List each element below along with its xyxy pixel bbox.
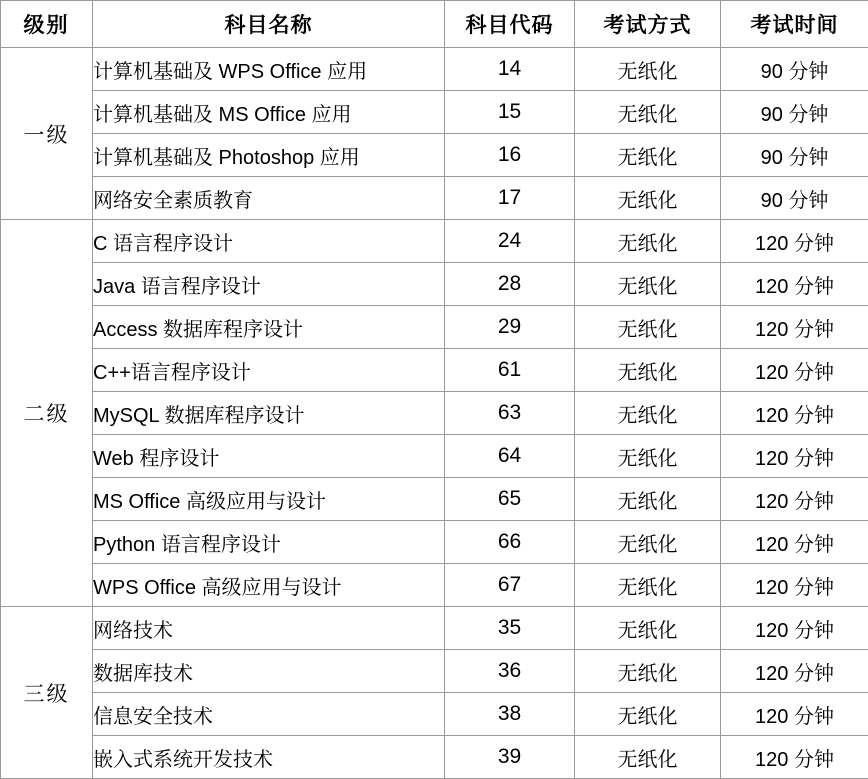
cell-name: Python 语言程序设计 [93,521,445,564]
cell-code: 36 [445,650,575,693]
cell-code: 24 [445,220,575,263]
cell-mode: 无纸化 [575,564,721,607]
cell-mode: 无纸化 [575,349,721,392]
cell-name: MS Office 高级应用与设计 [93,478,445,521]
cell-time: 90 分钟 [721,177,868,220]
cell-code: 16 [445,134,575,177]
cell-code: 28 [445,263,575,306]
cell-code: 14 [445,48,575,91]
column-header-time: 考试时间 [721,1,868,48]
cell-name: Access 数据库程序设计 [93,306,445,349]
cell-mode: 无纸化 [575,220,721,263]
table-row [1,306,868,349]
table-row [1,650,868,693]
cell-mode: 无纸化 [575,177,721,220]
cell-time: 120 分钟 [721,349,868,392]
cell-code: 35 [445,607,575,650]
cell-name: Web 程序设计 [93,435,445,478]
column-header-mode: 考试方式 [575,1,721,48]
cell-mode: 无纸化 [575,263,721,306]
cell-time: 120 分钟 [721,564,868,607]
column-header-subject: 科目名称 [93,1,445,48]
cell-time: 120 分钟 [721,306,868,349]
table-row [1,220,868,263]
cell-name: WPS Office 高级应用与设计 [93,564,445,607]
table-row [1,134,868,177]
cell-code: 63 [445,392,575,435]
cell-name: C 语言程序设计 [93,220,445,263]
cell-time: 90 分钟 [721,91,868,134]
cell-code: 17 [445,177,575,220]
cell-level: 三级 [1,607,93,779]
table-row [1,435,868,478]
cell-name: 嵌入式系统开发技术 [93,736,445,779]
cell-mode: 无纸化 [575,91,721,134]
cell-mode: 无纸化 [575,306,721,349]
cell-name: Java 语言程序设计 [93,263,445,306]
cell-time: 120 分钟 [721,521,868,564]
cell-level: 二级 [1,220,93,607]
cell-time: 90 分钟 [721,134,868,177]
cell-name: 计算机基础及 Photoshop 应用 [93,134,445,177]
cell-name: C++语言程序设计 [93,349,445,392]
cell-time: 120 分钟 [721,607,868,650]
column-header-level: 级别 [1,1,93,48]
cell-mode: 无纸化 [575,48,721,91]
table-row [1,177,868,220]
table-body [1,48,868,779]
cell-mode: 无纸化 [575,607,721,650]
cell-name: 网络技术 [93,607,445,650]
cell-mode: 无纸化 [575,392,721,435]
table-row [1,91,868,134]
cell-code: 38 [445,693,575,736]
table-row [1,607,868,650]
cell-name: 数据库技术 [93,650,445,693]
table-row [1,349,868,392]
cell-mode: 无纸化 [575,134,721,177]
cell-code: 15 [445,91,575,134]
table-row [1,693,868,736]
cell-code: 61 [445,349,575,392]
cell-mode: 无纸化 [575,521,721,564]
table-row [1,521,868,564]
cell-name: MySQL 数据库程序设计 [93,392,445,435]
cell-code: 65 [445,478,575,521]
cell-mode: 无纸化 [575,693,721,736]
cell-name: 计算机基础及 WPS Office 应用 [93,48,445,91]
cell-time: 120 分钟 [721,263,868,306]
cell-mode: 无纸化 [575,650,721,693]
table-row [1,478,868,521]
table-header [1,1,868,48]
cell-mode: 无纸化 [575,435,721,478]
cell-code: 67 [445,564,575,607]
cell-code: 29 [445,306,575,349]
cell-name: 网络安全素质教育 [93,177,445,220]
cell-time: 120 分钟 [721,392,868,435]
table-row [1,564,868,607]
cell-code: 39 [445,736,575,779]
cell-code: 64 [445,435,575,478]
cell-mode: 无纸化 [575,478,721,521]
table-row [1,736,868,779]
cell-name: 计算机基础及 MS Office 应用 [93,91,445,134]
cell-time: 120 分钟 [721,693,868,736]
column-header-code: 科目代码 [445,1,575,48]
cell-name: 信息安全技术 [93,693,445,736]
table-row [1,392,868,435]
cell-time: 120 分钟 [721,220,868,263]
cell-time: 120 分钟 [721,478,868,521]
cell-code: 66 [445,521,575,564]
table-row [1,48,868,91]
cell-time: 120 分钟 [721,435,868,478]
header-row [1,1,868,48]
cell-time: 120 分钟 [721,736,868,779]
table-row [1,263,868,306]
cell-time: 90 分钟 [721,48,868,91]
cell-mode: 无纸化 [575,736,721,779]
cell-time: 120 分钟 [721,650,868,693]
cell-level: 一级 [1,48,93,220]
